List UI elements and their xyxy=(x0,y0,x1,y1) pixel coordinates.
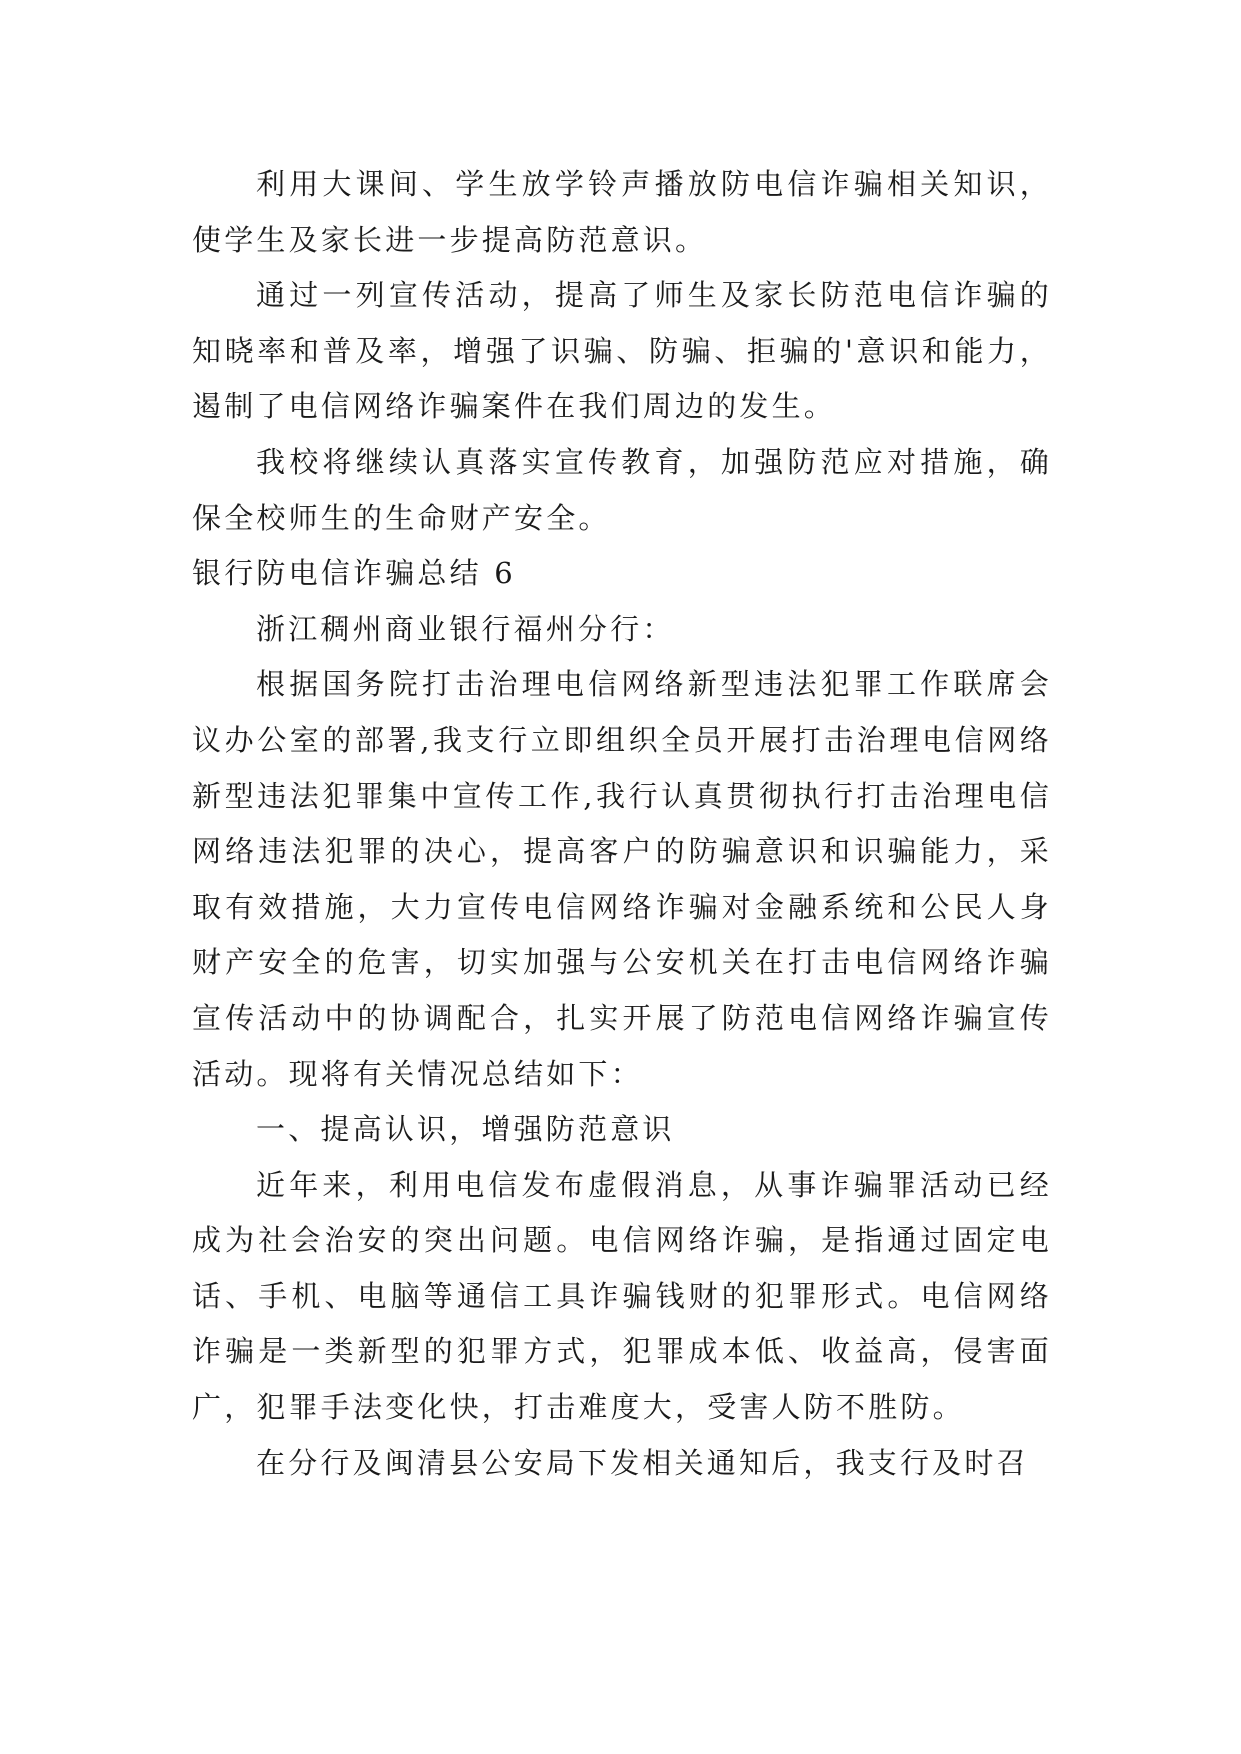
document-body xyxy=(192,157,1052,1491)
paragraph: 近年来，利用电信发布虚假消息，从事诈骗罪活动已经成为社会治安的突出问题。电信网络诈骗，是指通过固定电话、手机、电脑等通信工具诈骗钱财的犯罪形式。电信网络诈骗是一类新型的犯罪方式，犯罪成本低、收益高，侵害面广，犯罪手法变化快，打击难度大，受害人防不胜防。 xyxy=(192,1167,1052,1425)
paragraph: 通过一列宣传活动，提高了师生及家长防范电信诈骗的知晓率和普及率，增强了识骗、防骗、拒骗的'意识和能力，遏制了电信网络诈骗案件在我们周边的发生。 xyxy=(192,278,1052,424)
paragraph: 利用大课间、学生放学铃声播放防电信诈骗相关知识，使学生及家长进一步提高防范意识。 xyxy=(192,167,1052,257)
paragraph: 根据国务院打击治理电信网络新型违法犯罪工作联席会议办公室的部署,我支行立即组织全员开展打击治理电信网络新型违法犯罪集中宣传工作,我行认真贯彻执行打击治理电信网络违法犯罪的决心，提高客户的防骗意识和识骗能力，采取有效措施，大力宣传电信网络诈骗对金融系统和公民人身财产安全的危害，切实加强与公安机关在打击电信网络诈骗宣传活动中的协调配合，扎实开展了防范电信网络诈骗宣传活动。现将有关情况总结如下： xyxy=(192,667,1052,1091)
paragraph: 在分行及闽清县公安局下发相关通知后，我支行及时召 xyxy=(256,1445,1029,1480)
section-heading: 银行防电信诈骗总结 6 xyxy=(192,556,516,591)
salutation: 浙江稠州商业银行福州分行： xyxy=(256,611,675,646)
paragraph: 我校将继续认真落实宣传教育，加强防范应对措施，确保全校师生的生命财产安全。 xyxy=(192,444,1052,535)
subheading: 一、提高认识，增强防范意识 xyxy=(256,1112,675,1147)
